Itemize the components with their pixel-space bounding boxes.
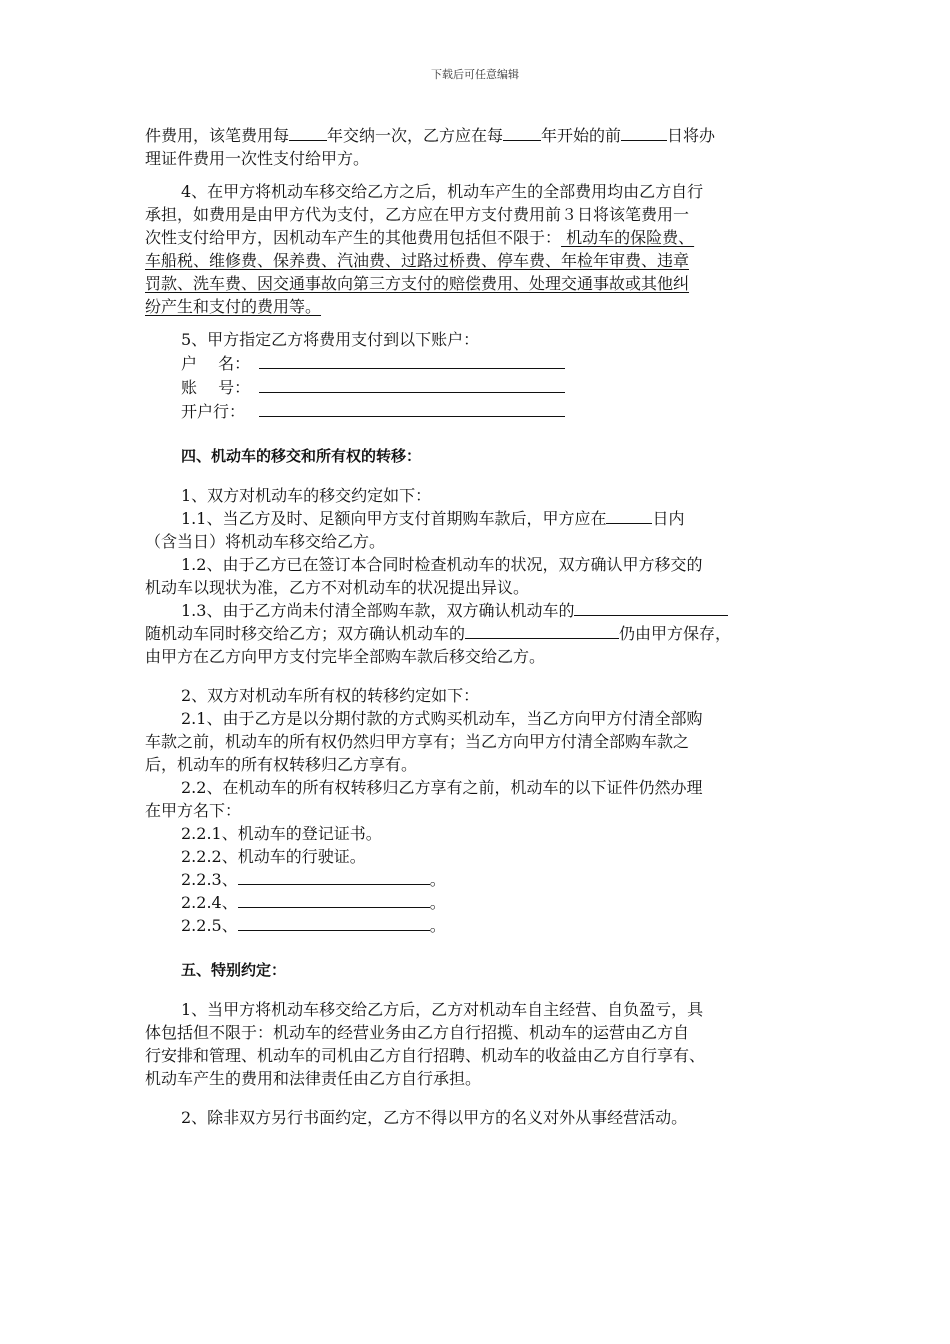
paragraph-line: 1、当甲方将机动车移交给乙方后，乙方对机动车自主经营、自负盈亏，具 — [181, 1000, 704, 1019]
paragraph-line: 机动车以现状为准，乙方不对机动车的状况提出异议。 — [145, 578, 530, 597]
account-number-label: 账 号： — [181, 378, 251, 397]
fill-blank[interactable] — [238, 869, 430, 885]
list-item: 2.2.1、机动车的登记证书。 — [181, 824, 382, 843]
paragraph-line — [145, 622, 815, 645]
paragraph-line: 4、在甲方将机动车移交给乙方之后，机动车产生的全部费用均由乙方自行 — [181, 182, 704, 201]
account-number-row — [145, 375, 815, 399]
fill-blank[interactable] — [238, 892, 430, 908]
paragraph-line: 在甲方名下： — [145, 801, 242, 820]
account-name-field[interactable] — [259, 351, 565, 369]
paragraph-line: 后，机动车的所有权转移归乙方享有。 — [145, 755, 418, 774]
text: 仍由甲方保存， — [619, 624, 732, 643]
paragraph-line: 车船税、维修费、保养费、汽油费、过路过桥费、停车费、年检年审费、违章 — [145, 251, 690, 270]
paragraph-line: 车款之前，机动车的所有权仍然归甲方享有；当乙方向甲方付清全部购车款之 — [145, 732, 690, 751]
paragraph-line: 机动车产生的费用和法律责任由乙方自行承担。 — [145, 1069, 482, 1088]
list-item — [145, 891, 815, 914]
account-number-field[interactable] — [259, 375, 565, 393]
paragraph-line: 理证件费用一次性支付给甲方。 — [145, 149, 370, 168]
text: 。 — [429, 893, 446, 912]
text: 件费用，该笔费用每 — [145, 126, 290, 145]
fill-blank — [574, 600, 728, 616]
paragraph-line: （含当日）将机动车移交给乙方。 — [145, 532, 386, 551]
paragraph-line: 体包括但不限于：机动车的经营业务由乙方自行招揽、机动车的运营由乙方自 — [145, 1023, 690, 1042]
paragraph-line — [145, 124, 815, 147]
fill-blank — [289, 125, 327, 141]
fill-blank — [621, 125, 667, 141]
paragraph-line — [145, 599, 815, 622]
paragraph-line: 2.2、在机动车的所有权转移归乙方享有之前，机动车的以下证件仍然办理 — [181, 778, 703, 797]
list-item — [145, 868, 815, 891]
text: 2.2.5、 — [181, 916, 238, 935]
underlined-text: 机动车的保险费、 — [561, 228, 695, 247]
fill-blank — [606, 508, 652, 524]
paragraph-line: 5、甲方指定乙方将费用支付到以下账户： — [181, 330, 480, 349]
paragraph-line — [145, 226, 815, 249]
paragraph-line: 行安排和管理、机动车的司机由乙方自行招聘、机动车的收益由乙方自行享有、 — [145, 1046, 706, 1065]
text: 1.1、当乙方及时、足额向甲方支付首期购车款后，甲方应在 — [181, 509, 607, 528]
section-heading: 四、机动车的移交和所有权的转移： — [181, 447, 422, 465]
paragraph-line: 1、双方对机动车的移交约定如下： — [181, 486, 432, 505]
fill-blank — [503, 125, 541, 141]
paragraph-line: 2、双方对机动车所有权的转移约定如下： — [181, 686, 480, 705]
document-body — [145, 124, 815, 1129]
text: 日内 — [652, 509, 685, 528]
text: 年开始的前 — [541, 126, 622, 145]
text: 。 — [429, 916, 446, 935]
section-heading: 五、特别约定： — [181, 961, 287, 979]
text: 2.2.3、 — [181, 870, 238, 889]
paragraph-line: 纷产生和支付的费用等。 — [145, 297, 322, 316]
paragraph-line: 2.1、由于乙方是以分期付款的方式购买机动车，当乙方向甲方付清全部购 — [181, 709, 703, 728]
bank-row — [145, 399, 815, 423]
list-item — [145, 914, 815, 937]
text: 。 — [429, 870, 446, 889]
account-name-row — [145, 351, 815, 375]
paragraph-line: 2、除非双方另行书面约定，乙方不得以甲方的名义对外从事经营活动。 — [181, 1108, 688, 1127]
text: 1.3、由于乙方尚未付清全部购车款，双方确认机动车的 — [181, 601, 575, 620]
paragraph-line — [145, 507, 815, 530]
bank-label: 开户行： — [181, 402, 246, 421]
paragraph-line: 由甲方在乙方向甲方支付完毕全部购车款后移交给乙方。 — [145, 647, 546, 666]
text: 次性支付给甲方，因机动车产生的其他费用包括但不限于： — [145, 228, 562, 247]
text: 年交纳一次，乙方应在每 — [327, 126, 504, 145]
paragraph-line: 罚款、洗车费、因交通事故向第三方支付的赔偿费用、处理交通事故或其他纠 — [145, 274, 690, 293]
paragraph-line: 承担，如费用是由甲方代为支付，乙方应在甲方支付费用前３日将该笔费用一 — [145, 205, 690, 224]
list-item: 2.2.2、机动车的行驶证。 — [181, 847, 366, 866]
paragraph-line: 1.2、由于乙方已在签订本合同时检查机动车的状况，双方确认甲方移交的 — [181, 555, 703, 574]
fill-blank[interactable] — [238, 915, 430, 931]
bank-field[interactable] — [259, 399, 565, 417]
text: 随机动车同时移交给乙方；双方确认机动车的 — [145, 624, 466, 643]
account-name-label: 户 名： — [181, 354, 251, 373]
fill-blank — [465, 623, 619, 639]
text: 日将办 — [667, 126, 716, 145]
page-header: 下载后可任意编辑 — [431, 68, 519, 81]
text: 2.2.4、 — [181, 893, 238, 912]
